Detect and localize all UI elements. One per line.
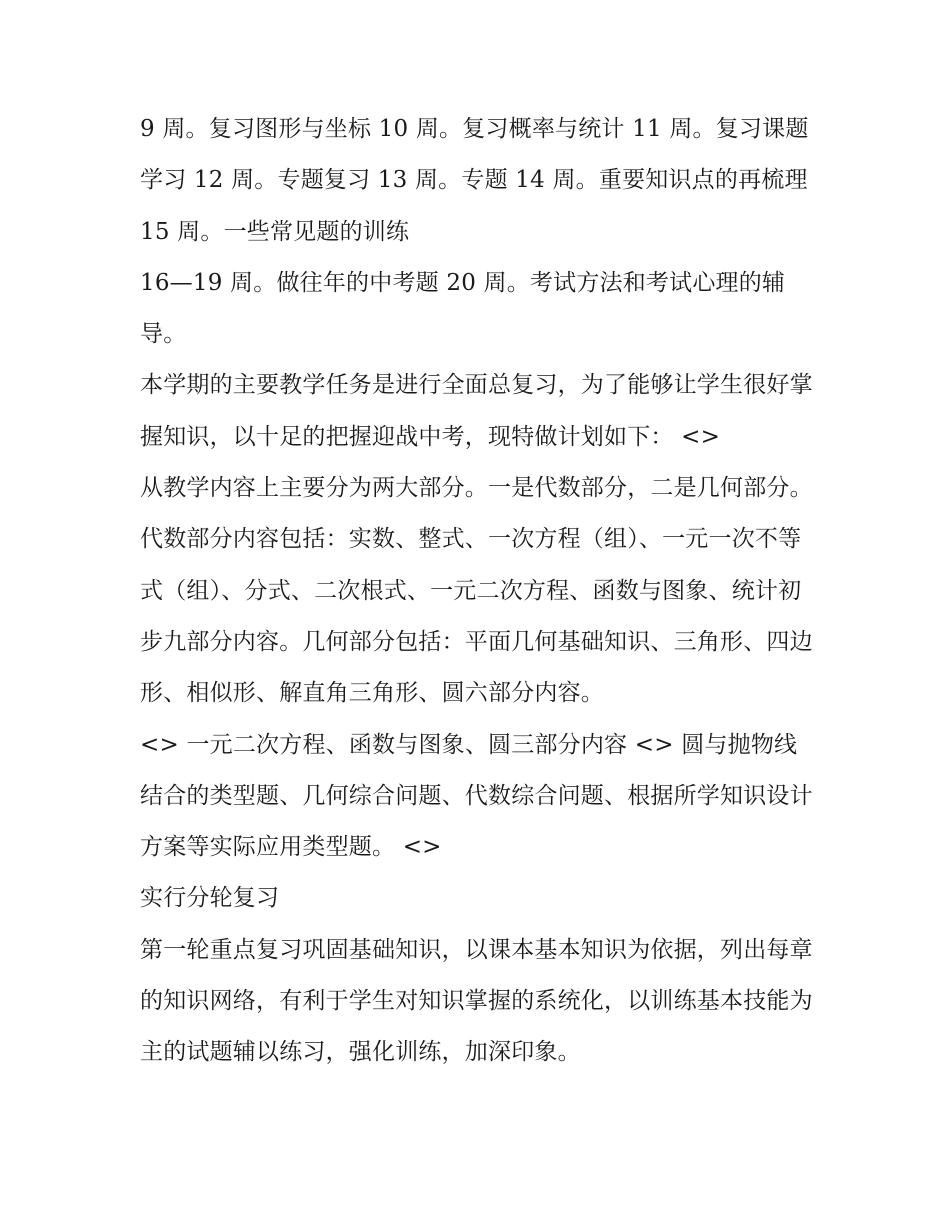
paragraph-first-round: 第一轮重点复习巩固基础知识，以课本基本知识为依据，列出每章的知识网络，有利于学生对知识掌握的系统化，以训练基本技能为主的试题辅以练习，强化训练，加深印象。 xyxy=(140,936,813,1066)
paragraph-exam-practice: 16—19 周。做往年的中考题 20 周。考试方法和考试心理的辅导。 xyxy=(140,269,786,348)
document-body xyxy=(140,104,816,1079)
paragraph-content-parts: 从教学内容上主要分为两大部分。一是代数部分，二是几何部分。代数部分内容包括：实数、整式、一次方程（组）、一元一次不等式（组）、分式、二次根式、一元二次方程、函数与图象、统计初步九部分内容。几何部分包括：平面几何基础知识、三角形、四边形、相似形、解直角三角形、圆六部分内容。 xyxy=(140,475,813,707)
paragraph-key-topics: <> 一元二次方程、函数与图象、圆三部分内容 <> 圆与抛物线结合的类型题、几何综合问题、代数综合问题、根据所学知识设计方案等实际应用类型题。 <> xyxy=(140,731,813,861)
paragraph-review-schedule: 9 周。复习图形与坐标 10 周。复习概率与统计 11 周。复习课题学习 12 周。专题复习 13 周。专题 14 周。重要知识点的再梳理 15 周。一些常见题的训练 xyxy=(140,116,809,245)
paragraph-semester-task: 本学期的主要教学任务是进行全面总复习，为了能够让学生很好掌握知识，以十足的把握迎战中考，现特做计划如下： <> xyxy=(140,372,813,450)
paragraph-heading-rounds: 实行分轮复习 xyxy=(140,885,280,912)
